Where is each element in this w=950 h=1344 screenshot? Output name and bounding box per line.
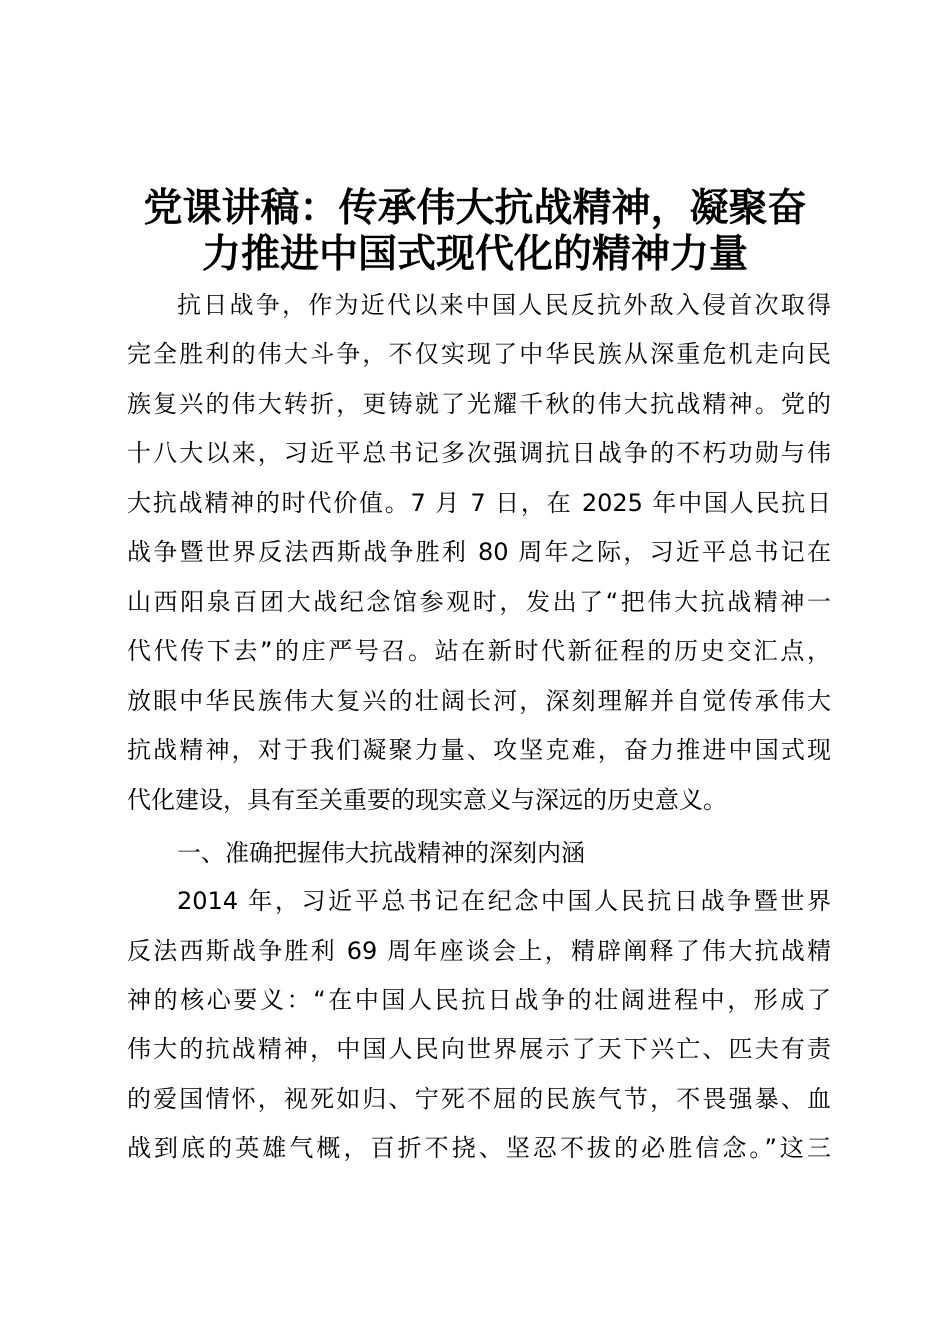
paragraph-2-line: 伟大的抗战精神，中国人民向世界展示了天下兴亡、匹夫有责 bbox=[127, 1035, 831, 1063]
paragraph-1-line: 十八大以来，习近平总书记多次强调抗日战争的不朽功勋与伟 bbox=[127, 439, 831, 467]
document-title-line-1: 党课讲稿：传承伟大抗战精神，凝聚奋 bbox=[143, 186, 807, 231]
paragraph-1-line: 抗日战争，作为近代以来中国人民反抗外敌入侵首次取得 bbox=[177, 291, 831, 319]
paragraph-1-line: 大抗战精神的时代价值。7 月 7 日，在 2025 年中国人民抗日 bbox=[127, 489, 831, 517]
paragraph-1-line: 代代传下去”的庄严号召。站在新时代新征程的历史交汇点， bbox=[127, 637, 831, 665]
section-heading: 一、准确把握伟大抗战精神的深刻内涵 bbox=[177, 839, 585, 867]
paragraph-2-line: 的爱国情怀，视死如归、宁死不屈的民族气节，不畏强暴、血 bbox=[127, 1085, 831, 1113]
paragraph-2-line: 神的核心要义：“在中国人民抗日战争的壮阔进程中，形成了 bbox=[127, 986, 831, 1014]
paragraph-1-line: 战争暨世界反法西斯战争胜利 80 周年之际，习近平总书记在 bbox=[127, 538, 831, 566]
paragraph-2-line: 战到底的英雄气概，百折不挠、坚忍不拔的必胜信念。”这三 bbox=[127, 1134, 831, 1162]
paragraph-1-line: 山西阳泉百团大战纪念馆参观时，发出了“把伟大抗战精神一 bbox=[127, 588, 831, 616]
paragraph-1-line: 族复兴的伟大转折，更铸就了光耀千秋的伟大抗战精神。党的 bbox=[127, 390, 831, 418]
paragraph-1-line: 放眼中华民族伟大复兴的壮阔长河，深刻理解并自觉传承伟大 bbox=[127, 687, 831, 715]
paragraph-2-line: 2014 年，习近平总书记在纪念中国人民抗日战争暨世界 bbox=[177, 887, 831, 915]
paragraph-1-line: 完全胜利的伟大斗争，不仅实现了中华民族从深重危机走向民 bbox=[127, 340, 831, 368]
document-title-line-2: 力推进中国式现代化的精神力量 bbox=[201, 232, 748, 277]
paragraph-1-line: 抗战精神，对于我们凝聚力量、攻坚克难，奋力推进中国式现 bbox=[127, 736, 831, 764]
paragraph-2-line: 反法西斯战争胜利 69 周年座谈会上，精辟阐释了伟大抗战精 bbox=[127, 937, 831, 965]
paragraph-1-line: 代化建设，具有至关重要的现实意义与深远的历史意义。 bbox=[127, 786, 727, 814]
